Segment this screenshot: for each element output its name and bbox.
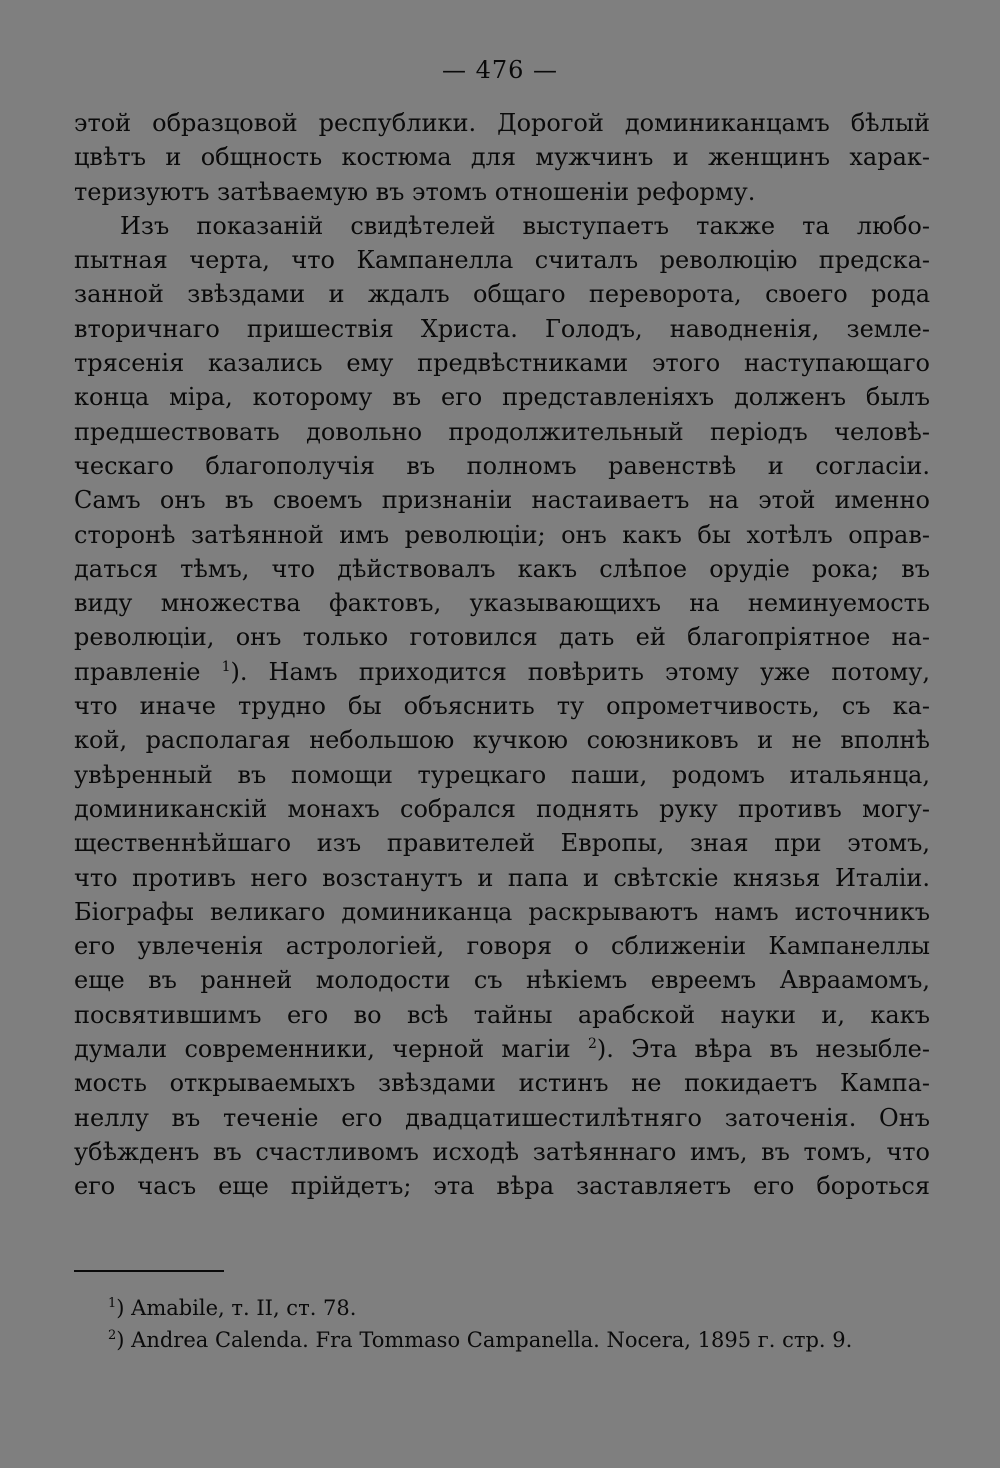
text-line <box>74 929 930 963</box>
text-line <box>74 895 930 929</box>
text-line <box>74 277 930 311</box>
text-line <box>74 1101 930 1135</box>
text-line-content: сторонѣ затѣянной имъ революцiи; онъ какъ бы хотѣлъ оправ- <box>74 520 930 549</box>
text-line-content: Изъ показанiй свидѣтелей выступаетъ также та любо- <box>120 211 930 240</box>
text-line <box>74 1169 930 1203</box>
text-line <box>74 312 930 346</box>
text-line-content: пытная черта, что Кампанелла считалъ революцiю предска- <box>74 246 930 275</box>
text-line-content: занной звѣздами и ждалъ общаго переворота, своего рода <box>74 280 930 309</box>
footnote <box>108 1292 938 1324</box>
text-line-content: Бiографы великаго доминиканца раскрываютъ намъ источникъ <box>74 897 930 926</box>
text-line <box>74 140 930 174</box>
text-line <box>74 723 930 757</box>
text-line-content: ). Эта вѣра въ незыбле- <box>596 1035 930 1064</box>
text-line-content: конца мiра, которому въ его представленiяхъ долженъ былъ <box>74 383 930 412</box>
footnote-reference[interactable]: 1 <box>221 658 231 675</box>
text-line <box>74 792 930 826</box>
text-line <box>74 346 930 380</box>
text-line <box>74 963 930 997</box>
text-line-content: еще въ ранней молодости съ нѣкiемъ евреемъ Авраамомъ, <box>74 966 930 995</box>
text-line-content: предшествовать довольно продолжительный перiодъ человѣ- <box>74 417 930 446</box>
footnote-reference[interactable]: 2 <box>587 1036 597 1053</box>
text-line <box>74 861 930 895</box>
text-line <box>74 106 930 140</box>
footnote-text: ) Andrea Calenda. Fra Tommaso Campanella. Nocera, 1895 г. стр. 9. <box>116 1328 853 1352</box>
text-line <box>74 586 930 620</box>
text-line-content: виду множества фактовъ, указывающихъ на неминуемость <box>74 589 930 618</box>
text-line-content: посвятившимъ его во всѣ тайны арабской науки и, какъ <box>74 1000 930 1029</box>
text-line-content: его увлеченiя астрологiей, говоря о сближенiи Кампанеллы <box>74 932 930 961</box>
text-line-content: что противъ него возстанутъ и папа и свѣтскiе князья Италiи. <box>74 863 930 892</box>
text-line <box>74 689 930 723</box>
text-line <box>74 620 930 654</box>
text-line-content: теризуютъ затѣваемую въ этомъ отношенiи реформу. <box>74 177 756 206</box>
text-line-content: неллу въ теченiе его двадцатишестилѣтняго заточенiя. Онъ <box>74 1103 930 1132</box>
text-line-content: думали современники, черной магiи <box>74 1035 588 1064</box>
text-line-content: доминиканскiй монахъ собрался поднять руку противъ могу- <box>74 794 930 823</box>
text-line <box>74 175 930 209</box>
footnote-mark: 1 <box>108 1296 117 1311</box>
text-line-content: правленiе <box>74 657 222 686</box>
text-line-content: убѣжденъ въ счастливомъ исходѣ затѣяннаго имъ, въ томъ, что <box>74 1137 930 1166</box>
text-line-content: вторичнаго пришествiя Христа. Голодъ, наводненiя, земле- <box>74 314 930 343</box>
text-line <box>74 415 930 449</box>
footnote-separator <box>74 1270 224 1272</box>
page-number: — 476 — <box>441 56 559 84</box>
footnotes <box>108 1292 938 1356</box>
text-line <box>74 1066 930 1100</box>
text-line <box>74 998 930 1032</box>
main-text <box>74 106 930 1204</box>
text-line <box>74 518 930 552</box>
text-line <box>74 449 930 483</box>
text-line <box>74 655 930 689</box>
text-line-content: этой образцовой республики. Дорогой доминиканцамъ бѣлый <box>74 109 930 137</box>
text-line-content: что иначе трудно бы объяснить ту опрометчивость, съ ка- <box>74 692 930 721</box>
text-line-content: Самъ онъ въ своемъ признанiи настаиваетъ на этой именно <box>74 486 930 515</box>
text-line-content: кой, располагая небольшою кучкою союзниковъ и не вполнѣ <box>74 726 930 755</box>
text-line-content: революцiи, онъ только готовился дать ей благопрiятное на- <box>74 623 930 652</box>
footnote-text: ) Amabile, т. II, ст. 78. <box>116 1296 357 1320</box>
text-line <box>74 552 930 586</box>
text-line-content: ческаго благополучiя въ полномъ равенствѣ и согласiи. <box>74 451 930 480</box>
text-line <box>74 758 930 792</box>
text-line <box>74 1032 930 1066</box>
text-line-content: увѣренный въ помощи турецкаго паши, родомъ итальянца, <box>74 760 930 789</box>
text-line <box>74 209 930 243</box>
text-line-content: трясенiя казались ему предвѣстниками этого наступающаго <box>74 349 930 378</box>
text-line <box>74 380 930 414</box>
text-line <box>74 1135 930 1169</box>
text-line-content: ). Намъ приходится повѣрить этому уже потому, <box>230 657 930 686</box>
text-line <box>74 483 930 517</box>
text-line-content: даться тѣмъ, что дѣйствовалъ какъ слѣпое орудiе рока; въ <box>74 554 930 583</box>
text-line <box>74 826 930 860</box>
footnote <box>108 1324 938 1356</box>
text-line <box>74 243 930 277</box>
text-line-content: цвѣтъ и общность костюма для мужчинъ и женщинъ харак- <box>74 143 930 172</box>
text-line-content: щественнѣйшаго изъ правителей Европы, зная при этомъ, <box>74 829 930 858</box>
footnote-mark: 2 <box>108 1328 117 1343</box>
text-line-content: его часъ еще прiйдетъ; эта вѣра заставляетъ его бороться <box>74 1172 930 1201</box>
text-line-content: мость открываемыхъ звѣздами истинъ не покидаетъ Кампа- <box>74 1069 930 1098</box>
